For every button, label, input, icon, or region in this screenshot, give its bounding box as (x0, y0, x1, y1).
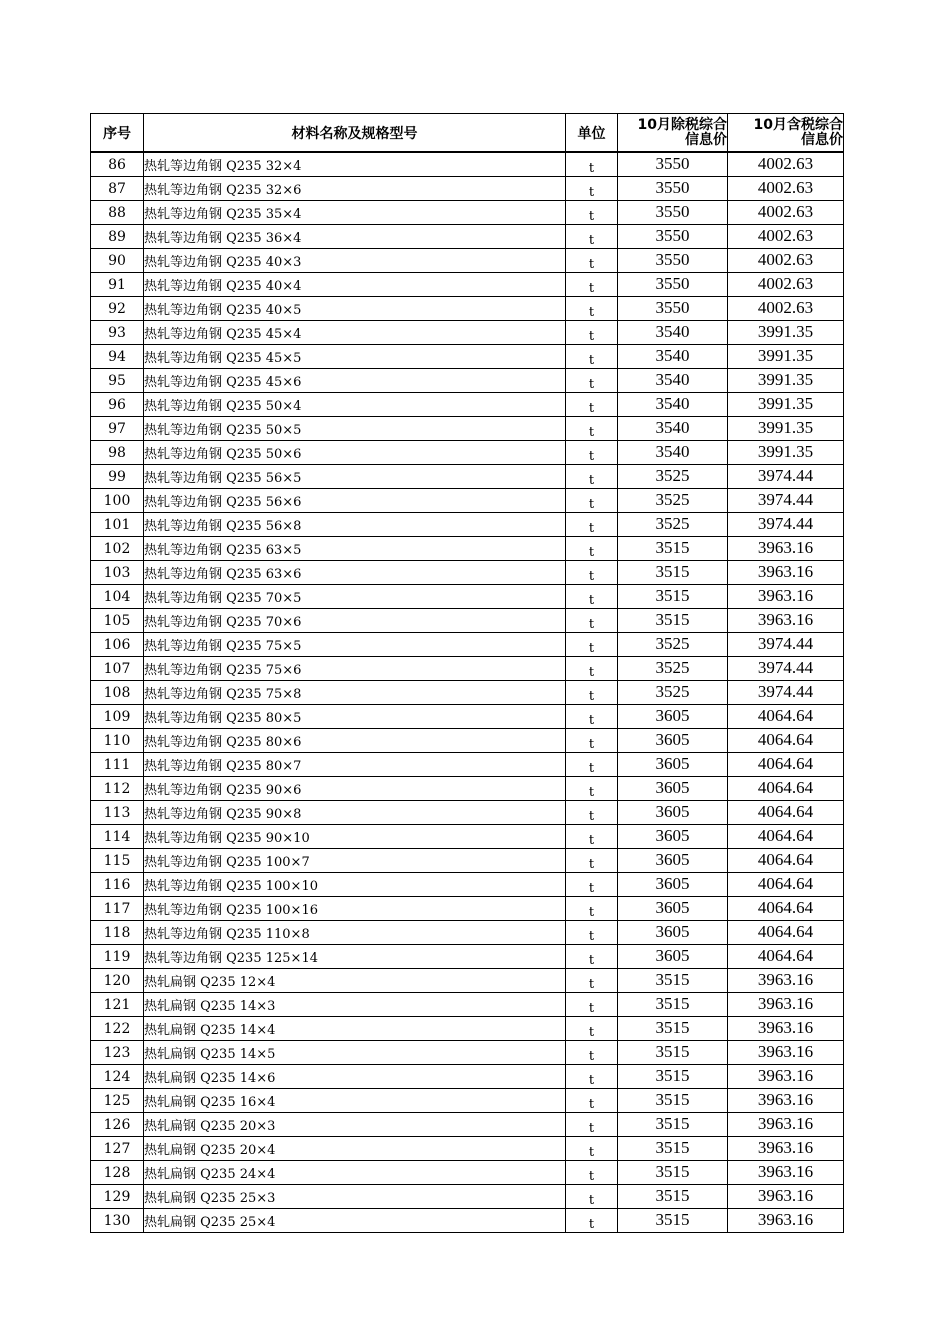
cell-name: 热轧扁钢 Q235 25×3 (144, 1185, 566, 1209)
cell-price-inc-tax: 4002.63 (728, 225, 844, 249)
cell-price-ex-tax: 3550 (618, 225, 728, 249)
cell-price-inc-tax: 3963.16 (728, 969, 844, 993)
table-row (91, 561, 844, 585)
cell-no: 123 (91, 1041, 144, 1065)
cell-no: 121 (91, 993, 144, 1017)
table-row (91, 345, 844, 369)
cell-price-inc-tax: 4002.63 (728, 177, 844, 201)
cell-unit: t (566, 1161, 618, 1185)
cell-no: 96 (91, 393, 144, 417)
cell-unit: t (566, 921, 618, 945)
table-row (91, 537, 844, 561)
cell-unit: t (566, 585, 618, 609)
cell-name: 热轧等边角钢 Q235 45×5 (144, 345, 566, 369)
table-row (91, 585, 844, 609)
table-row (91, 921, 844, 945)
cell-no: 89 (91, 225, 144, 249)
cell-no: 119 (91, 945, 144, 969)
cell-price-inc-tax: 3963.16 (728, 1185, 844, 1209)
cell-price-ex-tax: 3540 (618, 345, 728, 369)
cell-price-ex-tax: 3515 (618, 969, 728, 993)
cell-price-inc-tax: 3963.16 (728, 1161, 844, 1185)
cell-no: 109 (91, 705, 144, 729)
cell-price-ex-tax: 3605 (618, 801, 728, 825)
table-row (91, 633, 844, 657)
cell-unit: t (566, 369, 618, 393)
cell-no: 100 (91, 489, 144, 513)
cell-no: 99 (91, 465, 144, 489)
cell-name: 热轧等边角钢 Q235 75×5 (144, 633, 566, 657)
cell-price-ex-tax: 3515 (618, 1185, 728, 1209)
table-header-row (91, 114, 844, 153)
cell-unit: t (566, 609, 618, 633)
cell-price-ex-tax: 3515 (618, 1113, 728, 1137)
cell-unit: t (566, 225, 618, 249)
table-row (91, 465, 844, 489)
cell-name: 热轧扁钢 Q235 14×3 (144, 993, 566, 1017)
cell-no: 130 (91, 1209, 144, 1233)
table-row (91, 945, 844, 969)
cell-no: 127 (91, 1137, 144, 1161)
cell-name: 热轧等边角钢 Q235 36×4 (144, 225, 566, 249)
cell-price-ex-tax: 3515 (618, 609, 728, 633)
cell-price-inc-tax: 4002.63 (728, 152, 844, 177)
header-price-inc-tax-line2: 信息价 (801, 131, 843, 148)
cell-name: 热轧等边角钢 Q235 35×4 (144, 201, 566, 225)
cell-price-inc-tax: 3963.16 (728, 609, 844, 633)
cell-price-ex-tax: 3605 (618, 849, 728, 873)
cell-name: 热轧等边角钢 Q235 63×5 (144, 537, 566, 561)
table-row (91, 897, 844, 921)
cell-price-inc-tax: 3974.44 (728, 465, 844, 489)
cell-no: 128 (91, 1161, 144, 1185)
cell-price-ex-tax: 3515 (618, 1137, 728, 1161)
cell-no: 107 (91, 657, 144, 681)
table-row (91, 873, 844, 897)
cell-unit: t (566, 825, 618, 849)
cell-price-ex-tax: 3550 (618, 201, 728, 225)
header-price-ex-tax-line1: 10月除税综合 (637, 116, 727, 133)
cell-price-inc-tax: 4064.64 (728, 921, 844, 945)
cell-price-inc-tax: 3963.16 (728, 993, 844, 1017)
cell-price-inc-tax: 4064.64 (728, 801, 844, 825)
cell-name: 热轧等边角钢 Q235 100×7 (144, 849, 566, 873)
table-row (91, 777, 844, 801)
cell-price-inc-tax: 3974.44 (728, 513, 844, 537)
table-row (91, 273, 844, 297)
cell-price-ex-tax: 3515 (618, 1089, 728, 1113)
cell-no: 113 (91, 801, 144, 825)
cell-price-inc-tax: 3963.16 (728, 1017, 844, 1041)
cell-price-inc-tax: 3974.44 (728, 633, 844, 657)
cell-name: 热轧扁钢 Q235 14×6 (144, 1065, 566, 1089)
cell-no: 117 (91, 897, 144, 921)
cell-no: 129 (91, 1185, 144, 1209)
cell-unit: t (566, 513, 618, 537)
cell-price-ex-tax: 3515 (618, 1161, 728, 1185)
cell-price-inc-tax: 3963.16 (728, 1137, 844, 1161)
cell-name: 热轧扁钢 Q235 25×4 (144, 1209, 566, 1233)
table-row (91, 1137, 844, 1161)
table-row (91, 177, 844, 201)
cell-name: 热轧扁钢 Q235 24×4 (144, 1161, 566, 1185)
table-row (91, 417, 844, 441)
table-row (91, 321, 844, 345)
cell-name: 热轧等边角钢 Q235 56×8 (144, 513, 566, 537)
cell-price-inc-tax: 3963.16 (728, 1089, 844, 1113)
cell-price-inc-tax: 4064.64 (728, 897, 844, 921)
table-row (91, 849, 844, 873)
header-price-ex-tax-line2: 信息价 (685, 131, 727, 148)
cell-unit: t (566, 1137, 618, 1161)
cell-no: 103 (91, 561, 144, 585)
cell-name: 热轧等边角钢 Q235 110×8 (144, 921, 566, 945)
cell-name: 热轧等边角钢 Q235 75×8 (144, 681, 566, 705)
cell-name: 热轧等边角钢 Q235 100×16 (144, 897, 566, 921)
table-row (91, 657, 844, 681)
cell-no: 87 (91, 177, 144, 201)
cell-price-ex-tax: 3605 (618, 753, 728, 777)
cell-no: 88 (91, 201, 144, 225)
cell-price-ex-tax: 3515 (618, 993, 728, 1017)
cell-price-ex-tax: 3540 (618, 441, 728, 465)
table-row (91, 753, 844, 777)
table-row (91, 249, 844, 273)
cell-name: 热轧等边角钢 Q235 40×3 (144, 249, 566, 273)
price-table (90, 113, 844, 1233)
cell-price-inc-tax: 4002.63 (728, 297, 844, 321)
cell-price-ex-tax: 3515 (618, 1209, 728, 1233)
cell-no: 110 (91, 729, 144, 753)
table-row (91, 1041, 844, 1065)
cell-unit: t (566, 1209, 618, 1233)
table-row (91, 152, 844, 177)
cell-unit: t (566, 417, 618, 441)
cell-no: 125 (91, 1089, 144, 1113)
cell-no: 92 (91, 297, 144, 321)
cell-no: 118 (91, 921, 144, 945)
table-row (91, 489, 844, 513)
cell-no: 124 (91, 1065, 144, 1089)
cell-unit: t (566, 152, 618, 177)
cell-price-inc-tax: 4064.64 (728, 753, 844, 777)
cell-unit: t (566, 321, 618, 345)
cell-no: 115 (91, 849, 144, 873)
cell-price-ex-tax: 3515 (618, 561, 728, 585)
table-row (91, 225, 844, 249)
cell-name: 热轧等边角钢 Q235 63×6 (144, 561, 566, 585)
cell-price-ex-tax: 3525 (618, 489, 728, 513)
cell-name: 热轧等边角钢 Q235 32×4 (144, 152, 566, 177)
cell-name: 热轧等边角钢 Q235 40×5 (144, 297, 566, 321)
table-body (91, 152, 844, 1233)
cell-price-inc-tax: 3991.35 (728, 393, 844, 417)
cell-name: 热轧等边角钢 Q235 32×6 (144, 177, 566, 201)
cell-name: 热轧等边角钢 Q235 125×14 (144, 945, 566, 969)
cell-no: 105 (91, 609, 144, 633)
table-row (91, 729, 844, 753)
table-row (91, 705, 844, 729)
cell-price-inc-tax: 3963.16 (728, 1065, 844, 1089)
cell-unit: t (566, 777, 618, 801)
cell-price-inc-tax: 3963.16 (728, 1113, 844, 1137)
cell-price-ex-tax: 3525 (618, 513, 728, 537)
table-row (91, 801, 844, 825)
cell-price-inc-tax: 4002.63 (728, 249, 844, 273)
cell-price-ex-tax: 3605 (618, 873, 728, 897)
cell-price-ex-tax: 3540 (618, 417, 728, 441)
cell-unit: t (566, 1065, 618, 1089)
table-row (91, 1065, 844, 1089)
cell-price-inc-tax: 3963.16 (728, 1041, 844, 1065)
cell-price-inc-tax: 4002.63 (728, 201, 844, 225)
cell-unit: t (566, 1041, 618, 1065)
cell-unit: t (566, 657, 618, 681)
cell-unit: t (566, 345, 618, 369)
cell-name: 热轧扁钢 Q235 20×4 (144, 1137, 566, 1161)
cell-unit: t (566, 681, 618, 705)
cell-name: 热轧等边角钢 Q235 40×4 (144, 273, 566, 297)
table-row (91, 825, 844, 849)
cell-no: 111 (91, 753, 144, 777)
cell-no: 104 (91, 585, 144, 609)
cell-price-inc-tax: 4064.64 (728, 873, 844, 897)
cell-unit: t (566, 561, 618, 585)
cell-price-ex-tax: 3605 (618, 729, 728, 753)
cell-price-ex-tax: 3515 (618, 1041, 728, 1065)
cell-unit: t (566, 849, 618, 873)
cell-name: 热轧等边角钢 Q235 56×6 (144, 489, 566, 513)
cell-unit: t (566, 441, 618, 465)
cell-name: 热轧扁钢 Q235 12×4 (144, 969, 566, 993)
header-name: 材料名称及规格型号 (144, 114, 566, 153)
cell-unit: t (566, 537, 618, 561)
cell-price-inc-tax: 3991.35 (728, 369, 844, 393)
cell-name: 热轧扁钢 Q235 14×4 (144, 1017, 566, 1041)
cell-name: 热轧等边角钢 Q235 70×6 (144, 609, 566, 633)
cell-no: 106 (91, 633, 144, 657)
cell-no: 97 (91, 417, 144, 441)
cell-price-ex-tax: 3540 (618, 321, 728, 345)
header-no: 序号 (91, 114, 144, 153)
cell-price-inc-tax: 4064.64 (728, 729, 844, 753)
cell-price-ex-tax: 3540 (618, 369, 728, 393)
cell-name: 热轧等边角钢 Q235 50×5 (144, 417, 566, 441)
table-row (91, 1209, 844, 1233)
cell-price-ex-tax: 3550 (618, 297, 728, 321)
cell-no: 91 (91, 273, 144, 297)
cell-price-ex-tax: 3525 (618, 681, 728, 705)
cell-price-ex-tax: 3605 (618, 825, 728, 849)
table-row (91, 609, 844, 633)
cell-price-ex-tax: 3605 (618, 897, 728, 921)
cell-name: 热轧等边角钢 Q235 90×6 (144, 777, 566, 801)
cell-no: 102 (91, 537, 144, 561)
header-unit: 单位 (566, 114, 618, 153)
table-row (91, 513, 844, 537)
cell-unit: t (566, 1113, 618, 1137)
cell-unit: t (566, 945, 618, 969)
cell-name: 热轧扁钢 Q235 14×5 (144, 1041, 566, 1065)
cell-price-ex-tax: 3605 (618, 777, 728, 801)
cell-name: 热轧等边角钢 Q235 75×6 (144, 657, 566, 681)
cell-name: 热轧等边角钢 Q235 50×6 (144, 441, 566, 465)
cell-unit: t (566, 273, 618, 297)
cell-unit: t (566, 969, 618, 993)
table-row (91, 681, 844, 705)
cell-price-inc-tax: 3963.16 (728, 561, 844, 585)
cell-price-ex-tax: 3605 (618, 945, 728, 969)
cell-name: 热轧等边角钢 Q235 80×6 (144, 729, 566, 753)
cell-no: 108 (91, 681, 144, 705)
cell-no: 101 (91, 513, 144, 537)
cell-name: 热轧等边角钢 Q235 90×10 (144, 825, 566, 849)
cell-price-inc-tax: 3991.35 (728, 441, 844, 465)
cell-name: 热轧等边角钢 Q235 70×5 (144, 585, 566, 609)
cell-price-ex-tax: 3540 (618, 393, 728, 417)
cell-price-inc-tax: 3963.16 (728, 1209, 844, 1233)
table-row (91, 993, 844, 1017)
cell-price-ex-tax: 3605 (618, 921, 728, 945)
cell-name: 热轧等边角钢 Q235 45×4 (144, 321, 566, 345)
cell-no: 126 (91, 1113, 144, 1137)
cell-price-inc-tax: 3991.35 (728, 345, 844, 369)
cell-price-inc-tax: 4064.64 (728, 777, 844, 801)
cell-no: 90 (91, 249, 144, 273)
cell-price-inc-tax: 4064.64 (728, 825, 844, 849)
cell-no: 93 (91, 321, 144, 345)
header-price-inc-tax (728, 114, 844, 153)
header-price-inc-tax-line1: 10月含税综合 (753, 116, 843, 133)
cell-unit: t (566, 801, 618, 825)
table-row (91, 369, 844, 393)
cell-unit: t (566, 201, 618, 225)
cell-price-ex-tax: 3515 (618, 537, 728, 561)
cell-no: 120 (91, 969, 144, 993)
cell-price-inc-tax: 3974.44 (728, 657, 844, 681)
cell-unit: t (566, 297, 618, 321)
cell-unit: t (566, 873, 618, 897)
cell-unit: t (566, 753, 618, 777)
cell-name: 热轧等边角钢 Q235 90×8 (144, 801, 566, 825)
cell-unit: t (566, 1089, 618, 1113)
table-row (91, 1017, 844, 1041)
cell-unit: t (566, 633, 618, 657)
cell-unit: t (566, 1017, 618, 1041)
cell-price-ex-tax: 3525 (618, 465, 728, 489)
cell-no: 95 (91, 369, 144, 393)
cell-no: 86 (91, 152, 144, 177)
cell-price-ex-tax: 3550 (618, 152, 728, 177)
cell-no: 114 (91, 825, 144, 849)
cell-price-ex-tax: 3515 (618, 1065, 728, 1089)
cell-name: 热轧等边角钢 Q235 100×10 (144, 873, 566, 897)
cell-unit: t (566, 393, 618, 417)
header-price-ex-tax (618, 114, 728, 153)
cell-price-inc-tax: 4002.63 (728, 273, 844, 297)
cell-no: 112 (91, 777, 144, 801)
cell-price-ex-tax: 3515 (618, 1017, 728, 1041)
cell-price-inc-tax: 3974.44 (728, 681, 844, 705)
cell-price-ex-tax: 3525 (618, 633, 728, 657)
table-row (91, 1113, 844, 1137)
cell-no: 122 (91, 1017, 144, 1041)
cell-unit: t (566, 1185, 618, 1209)
cell-name: 热轧等边角钢 Q235 80×7 (144, 753, 566, 777)
table-row (91, 297, 844, 321)
cell-price-ex-tax: 3515 (618, 585, 728, 609)
table-row (91, 393, 844, 417)
cell-unit: t (566, 897, 618, 921)
cell-price-inc-tax: 3963.16 (728, 537, 844, 561)
cell-price-inc-tax: 4064.64 (728, 705, 844, 729)
cell-name: 热轧扁钢 Q235 16×4 (144, 1089, 566, 1113)
cell-price-ex-tax: 3525 (618, 657, 728, 681)
cell-name: 热轧扁钢 Q235 20×3 (144, 1113, 566, 1137)
cell-unit: t (566, 705, 618, 729)
cell-price-inc-tax: 3974.44 (728, 489, 844, 513)
table-row (91, 201, 844, 225)
table-row (91, 1161, 844, 1185)
cell-no: 94 (91, 345, 144, 369)
cell-unit: t (566, 249, 618, 273)
cell-unit: t (566, 489, 618, 513)
cell-price-ex-tax: 3550 (618, 249, 728, 273)
cell-no: 116 (91, 873, 144, 897)
cell-unit: t (566, 177, 618, 201)
table-row (91, 969, 844, 993)
cell-unit: t (566, 993, 618, 1017)
cell-name: 热轧等边角钢 Q235 56×5 (144, 465, 566, 489)
cell-price-ex-tax: 3550 (618, 273, 728, 297)
table-row (91, 1185, 844, 1209)
cell-price-ex-tax: 3550 (618, 177, 728, 201)
cell-price-inc-tax: 4064.64 (728, 945, 844, 969)
cell-unit: t (566, 465, 618, 489)
cell-name: 热轧等边角钢 Q235 80×5 (144, 705, 566, 729)
cell-unit: t (566, 729, 618, 753)
cell-price-inc-tax: 3991.35 (728, 321, 844, 345)
cell-price-inc-tax: 4064.64 (728, 849, 844, 873)
cell-name: 热轧等边角钢 Q235 45×6 (144, 369, 566, 393)
cell-price-inc-tax: 3963.16 (728, 585, 844, 609)
table-row (91, 1089, 844, 1113)
cell-no: 98 (91, 441, 144, 465)
cell-name: 热轧等边角钢 Q235 50×4 (144, 393, 566, 417)
cell-price-ex-tax: 3605 (618, 705, 728, 729)
table-row (91, 441, 844, 465)
cell-price-inc-tax: 3991.35 (728, 417, 844, 441)
